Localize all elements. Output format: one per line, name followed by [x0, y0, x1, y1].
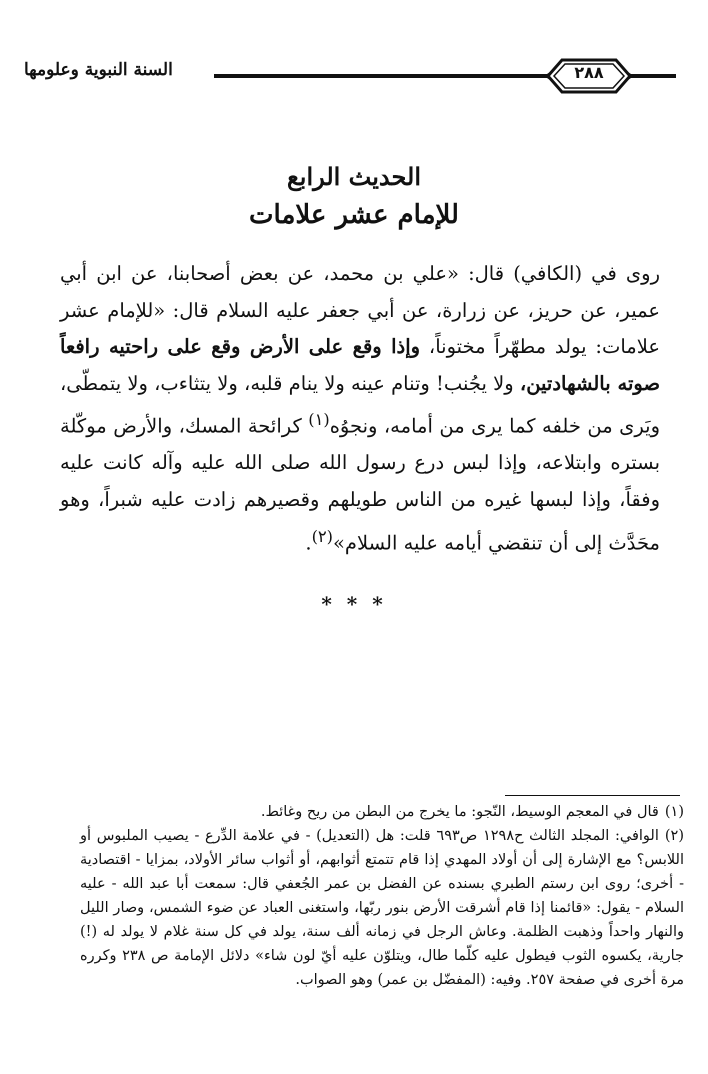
section-separator: * * * [321, 592, 387, 616]
running-title: السنة النبوية وعلومها [24, 60, 173, 80]
footnotes [80, 800, 684, 992]
page-number-badge [544, 54, 634, 98]
hadith-body [60, 256, 660, 562]
footnote-text: قال في المعجم الوسيط، النّجو: ما يخرج من البطن من ريح وغائط. [260, 804, 659, 820]
page-header [24, 52, 676, 98]
footnote-divider [505, 795, 680, 796]
section-subtitle: للإمام عشر علامات [249, 200, 459, 230]
footnote-number: (١) [664, 804, 684, 820]
body-text-bold: وإذا وقع على الأرض وقع على راحتيه رافعاً صوته بالشهادتين، [60, 335, 661, 395]
body-text-part: . [305, 531, 312, 555]
footnote-text: الوافي: المجلد الثالث ح١٢٩٨ ص٦٩٣ قلت: هل (التعديل) - في علامة الدِّرع - يصيب الملبوس أو اللابس؟ مع الإشارة إلى أن أولاد المهدي إذا قام تتمتع أثوابهم، أو أثواب سائر الأولاد، بمزايا - اقتصادية - أخرى؛ روى ابن رستم الطبري بسنده عن الفضل بن عمر الجُعفي قال: سمعت أبا عبد الله - عليه السلام - يقول: «قائمنا إذا قام أشرقت الأرض بنور ربّها، واستغنى العباد عن ضوء الشمس، وصار الليل والنهار واحداً وذهبت الظلمة. وعاش الرجل في زمانه ألف سنة، يولد في كل سنة غلام لا يولد له (!) جارية، يكسوه الثوب فيطول عليه كلّما طال، ويتلوّن عليه أيّ لون شاء» دلائل الإمامة ص ٢٣٨ وكرره مرة أخرى في صفحة ٢٥٧. وفيه: (المفضّل بن عمر) وهو الصواب. [80, 828, 684, 988]
footnote-number: (٢) [664, 828, 685, 844]
body-text-part: كرائحة المسك، والأرض موكّلة بستره وابتلاعه، وإذا لبس درع رسول الله صلى الله عليه وآله كانت عليه وفقاً، وإذا لبسها غيره من الناس طويلهم وقصيرهم زادت عليه شبراً، وهو محَدَّث إلى أن تنقضي أيامه عليه السلام» [60, 414, 660, 555]
body-text-part: ولا يجُنب! وتنام عينه ولا ينام قلبه، ولا يتثاءب، ولا يتمطّى، ويَرى من خلفه كما يرى من أمامه، ونجوُه [60, 371, 660, 438]
body-text-part: روى في (الكافي) قال: «علي بن محمد، عن بعض أصحابنا، عن ابن أبي عمير، عن حريز، عن زرارة، عن أبي جعفر عليه السلام قال: «للإمام عشر علامات: يولد مطهّراً مختوناً، [60, 262, 660, 359]
footnote-ref-1: (١) [308, 410, 330, 430]
footnote-ref-2: (٢) [311, 526, 333, 546]
page-number: ٢٨٨ [574, 63, 604, 82]
header-rule-left [214, 74, 548, 78]
footnote [80, 824, 684, 992]
section-title: الحديث الرابع [286, 162, 421, 191]
footnote [80, 800, 684, 824]
header-rule-right [629, 74, 676, 78]
